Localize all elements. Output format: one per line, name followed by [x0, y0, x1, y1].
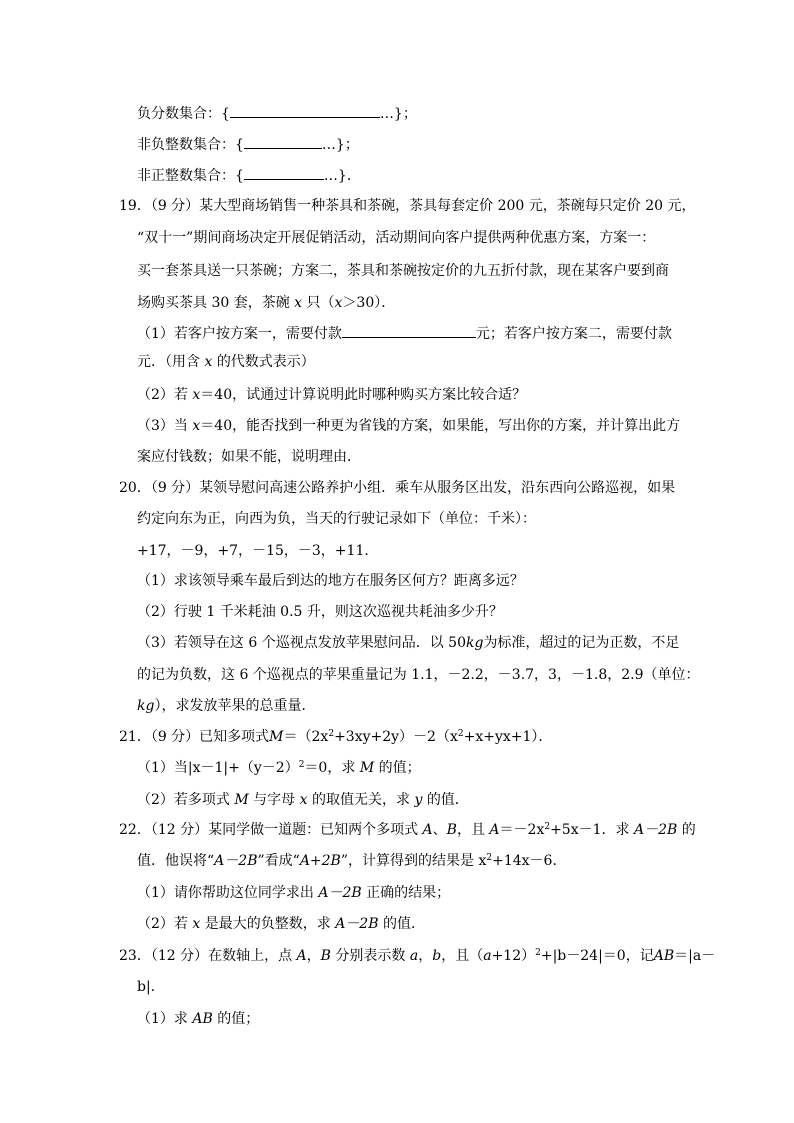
answer-blank[interactable]	[244, 136, 322, 149]
q19-part3-cont: 案应付钱数；如果不能，说明理由．	[137, 449, 361, 465]
q23-line2: b|．	[137, 979, 165, 995]
q20-part3: （3）若领导在这 6 个巡视点发放苹果慰问品．以 50kg为标准，超过的记为正数，不足	[137, 635, 680, 651]
answer-blank[interactable]	[230, 105, 380, 118]
set-negative-fractions: 负分数集合：{ …}；	[137, 106, 417, 122]
q19-line1: 19．（9 分）某大型商场销售一种茶具和茶碗，茶具每套定价 200 元，茶碗每只定价 20 元，	[119, 198, 696, 214]
q20-part2: （2）行驶 1 千米耗油 0.5 升，则这次巡视共耗油多少升？	[137, 604, 503, 620]
q22-part1: （1）请你帮助这位同学求出 A－2B 正确的结果；	[137, 885, 451, 901]
q20-part3-cont: 的记为负数，这 6 个巡视点的苹果重量记为 1.1，－2.2，－3.7，3，－1.8，2.9（单位：	[137, 667, 700, 683]
q21-line1: 21．（9 分）已知多项式$M=(2x^2+3xy+2y)-2(x^2+x+yx+1)$．	[119, 729, 553, 745]
q21-part2: （2）若多项式 M 与字母 x 的取值无关，求 y 的值．	[137, 792, 469, 808]
q20-line2: 约定向东为正，向西为负，当天的行驶记录如下（单位：千米）：	[137, 511, 536, 527]
set-nonpositive-integers: 非正整数集合：{ …}．	[137, 168, 361, 184]
q21-part1: （1）当$|x-1|+(y-2)^2=0$，求 M 的值；	[137, 760, 421, 776]
q20-part3-end: kg），求发放苹果的总重量．	[137, 698, 316, 714]
q19-part1: （1）若客户按方案一，需要付款 元；若客户按方案二，需要付款	[137, 326, 672, 342]
q19-part3: （3）当 x＝40，能否找到一种更为省钱的方案，如果能，写出你的方案，并计算出此方	[137, 418, 681, 434]
q19-part2: （2）若 x＝40，试通过计算说明此时哪种购买方案比较合适？	[137, 387, 527, 403]
q19-part1-cont: 元．（用含 x 的代数式表示）	[137, 354, 315, 370]
q20-part1: （1）求该领导乘车最后到达的地方在服务区何方？距离多远？	[137, 573, 524, 589]
set-nonnegative-integers: 非负整数集合：{ …}；	[137, 137, 359, 153]
q19-line4: 场购买茶具 30 套，茶碗 x 只（x＞30）．	[137, 295, 396, 311]
answer-blank[interactable]	[244, 167, 324, 180]
q19-line3: 买一套茶具送一只茶碗；方案二，茶具和茶碗按定价的九五折付款，现在某客户要到商	[137, 263, 669, 279]
q22-line2: 值．他误将“A－2B”看成“A+2B”，计算得到的结果是 $x^2+14x-6$．	[137, 853, 567, 869]
q19-line2: “双十一”期间商场决定开展促销活动，活动期间向客户提供两种优惠方案，方案一：	[137, 230, 656, 246]
q22-line1: 22．（12 分）某同学做一道题：已知两个多项式 A、B，且 $A=-2x^2+5x-1$．求 A－2B 的	[119, 822, 696, 838]
q20-line1: 20．（9 分）某领导慰问高速公路养护小组．乘车从服务区出发，沿东西向公路巡视，如果	[119, 480, 676, 496]
q22-part2: （2）若 x 是最大的负整数，求 A－2B 的值．	[137, 916, 425, 932]
q20-record: +17，－9，+7，－15，－3，+11．	[137, 543, 379, 559]
q23-line1: 23．（12 分）在数轴上，点 A，B 分别表示数 a，b，且$(a+12)^2+|b-24|=0$，记AB＝|a－	[119, 948, 716, 964]
answer-blank[interactable]	[342, 325, 476, 338]
q23-part1: （1）求 AB 的值；	[137, 1011, 260, 1027]
